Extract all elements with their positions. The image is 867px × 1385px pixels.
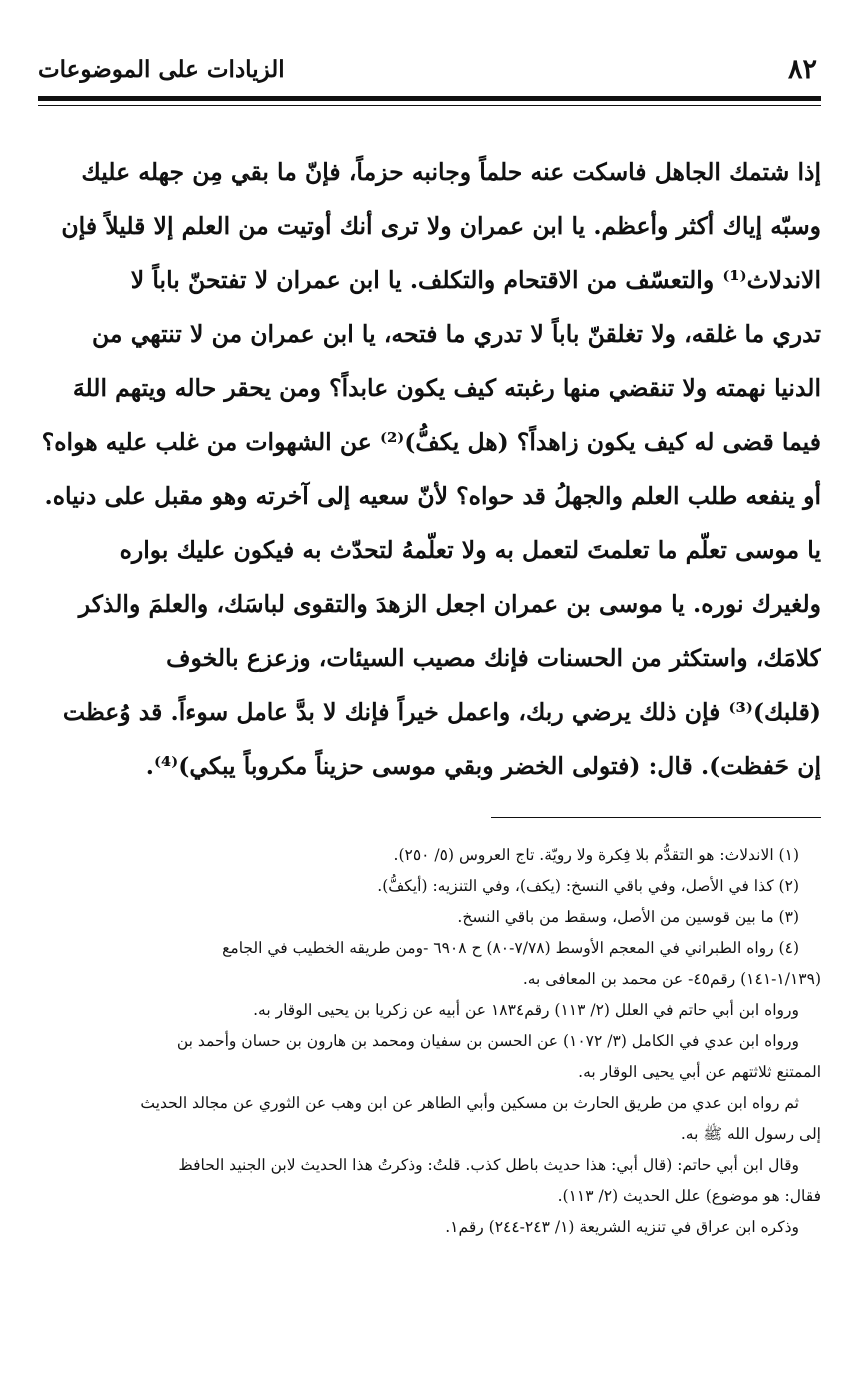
footnote-line: (٤) رواه الطبراني في المعجم الأوسط (٧/٧٨-٨٠) ح ٦٩٠٨ -ومن طريقه الخطيب في الجامع — [222, 939, 799, 957]
footnote — [38, 840, 821, 871]
footnotes — [38, 840, 821, 1243]
body-line: الاندلاث⁽¹⁾ والتعسّف من الاقتحام والتكلف. يا ابن عمران لا تفتحنّ باباً لا — [130, 266, 821, 294]
page-number: ٨٢ — [787, 53, 817, 85]
main-text — [38, 145, 821, 793]
body-line: وسبّه إياك أكثر وأعظم. يا ابن عمران ولا ترى أنك أوتيت من العلم إلا قليلاً فإن — [61, 212, 821, 240]
body-line: تدري ما غلقه، ولا تغلقنّ باباً لا تدري ما فتحه، يا ابن عمران من لا تنتهي من — [92, 320, 821, 348]
footnote-line: ورواه ابن أبي حاتم في العلل (٢/ ١١٣) رقم١٨٣٤ عن أبيه عن زكريا بن يحيى الوقار به. — [253, 1001, 799, 1019]
footnote — [38, 1150, 821, 1212]
body-line: إن حَفظت). قال: (فتولى الخضر وبقي موسى حزيناً مكروباً يبكي)⁽⁴⁾. — [145, 752, 821, 780]
body-line: كلامَك، واستكثر من الحسنات فإنك مصيب السيئات، وزعزع بالخوف — [166, 644, 821, 672]
footnote-line: وذكره ابن عراق في تنزيه الشريعة (١/ ٢٤٣-٢٤٤) رقم١. — [445, 1218, 799, 1236]
footnote-line: ورواه ابن عدي في الكامل (٣/ ١٠٧٢) عن الحسن بن سفيان ومحمد بن هارون بن حسان وأحمد بن — [176, 1032, 799, 1050]
page-header — [38, 50, 817, 88]
body-line: إذا شتمك الجاهل فاسكت عنه حلماً وجانبه حزماً، فإنّ ما بقي مِن جهله عليك — [81, 158, 821, 186]
footnote — [38, 995, 821, 1026]
body-line: ولغيرك نوره. يا موسى بن عمران اجعل الزهدَ والتقوى لباسَك، والعلمَ والذكر — [78, 590, 821, 618]
footnote-line: إلى رسول الله ﷺ به. — [680, 1125, 821, 1143]
footnote — [38, 1088, 821, 1150]
body-line: يا موسى تعلّم ما تعلمتَ لتعمل به ولا تعلّمهُ لتحدّث به فيكون عليك بواره — [119, 536, 821, 564]
running-title: الزيادات على الموضوعات — [38, 55, 285, 83]
footnote-line: (١) الاندلاث: هو التقدُّم بلا فِكرة ولا رويّة. تاج العروس (٥/ ٢٥٠). — [393, 846, 799, 864]
body-line: أو ينفعه طلب العلم والجهلُ قد حواه؟ لأنّ سعيه إلى آخرته وهو مقبل على دنياه. — [44, 482, 821, 510]
header-rule-thin — [38, 105, 821, 106]
body-line: (قلبك)⁽³⁾ فإن ذلك يرضي ربك، واعمل خيراً فإنك لا بدَّ عامل سوءاً. قد وُعظت — [62, 698, 821, 726]
footnote-line: الممتنع ثلاثتهم عن أبي يحيى الوقار به. — [578, 1063, 821, 1081]
body-line: فيما قضى له كيف يكون زاهداً؟ (هل يكفُّ)⁽²⁾ عن الشهوات من غلب عليه هواه؟ — [41, 428, 821, 456]
footnote-line: (٣) ما بين قوسين من الأصل، وسقط من باقي النسخ. — [457, 908, 799, 926]
footnote — [38, 871, 821, 902]
footnote-line: ثم رواه ابن عدي من طريق الحارث بن مسكين وأبي الطاهر عن ابن وهب عن الثوري عن مجالد الحديث — [140, 1094, 799, 1112]
footnote-line: فقال: هو موضوع) علل الحديث (٢/ ١١٣). — [557, 1187, 821, 1205]
body-line: الدنيا نهمته ولا تنقضي منها رغبته كيف يكون عابداً؟ ومن يحقر حاله ويتهم اللهَ — [72, 374, 821, 402]
footnote-line: (١/١٣٩-١٤١) رقم٤٥- عن محمد بن المعافى به. — [522, 970, 821, 988]
footnote — [38, 1026, 821, 1088]
footnote — [38, 1212, 821, 1243]
footnote — [38, 902, 821, 933]
footnote — [38, 933, 821, 995]
footnote-line: (٢) كذا في الأصل، وفي باقي النسخ: (يكف)، وفي التنزيه: (أيكفُّ). — [377, 877, 799, 895]
footnote-line: وقال ابن أبي حاتم: (قال أبي: هذا حديث باطل كذب. قلتُ: وذكرتُ هذا الحديث لابن الجنيد الحافظ — [178, 1156, 799, 1174]
footnote-divider — [491, 817, 821, 818]
header-rule-thick — [38, 96, 821, 101]
